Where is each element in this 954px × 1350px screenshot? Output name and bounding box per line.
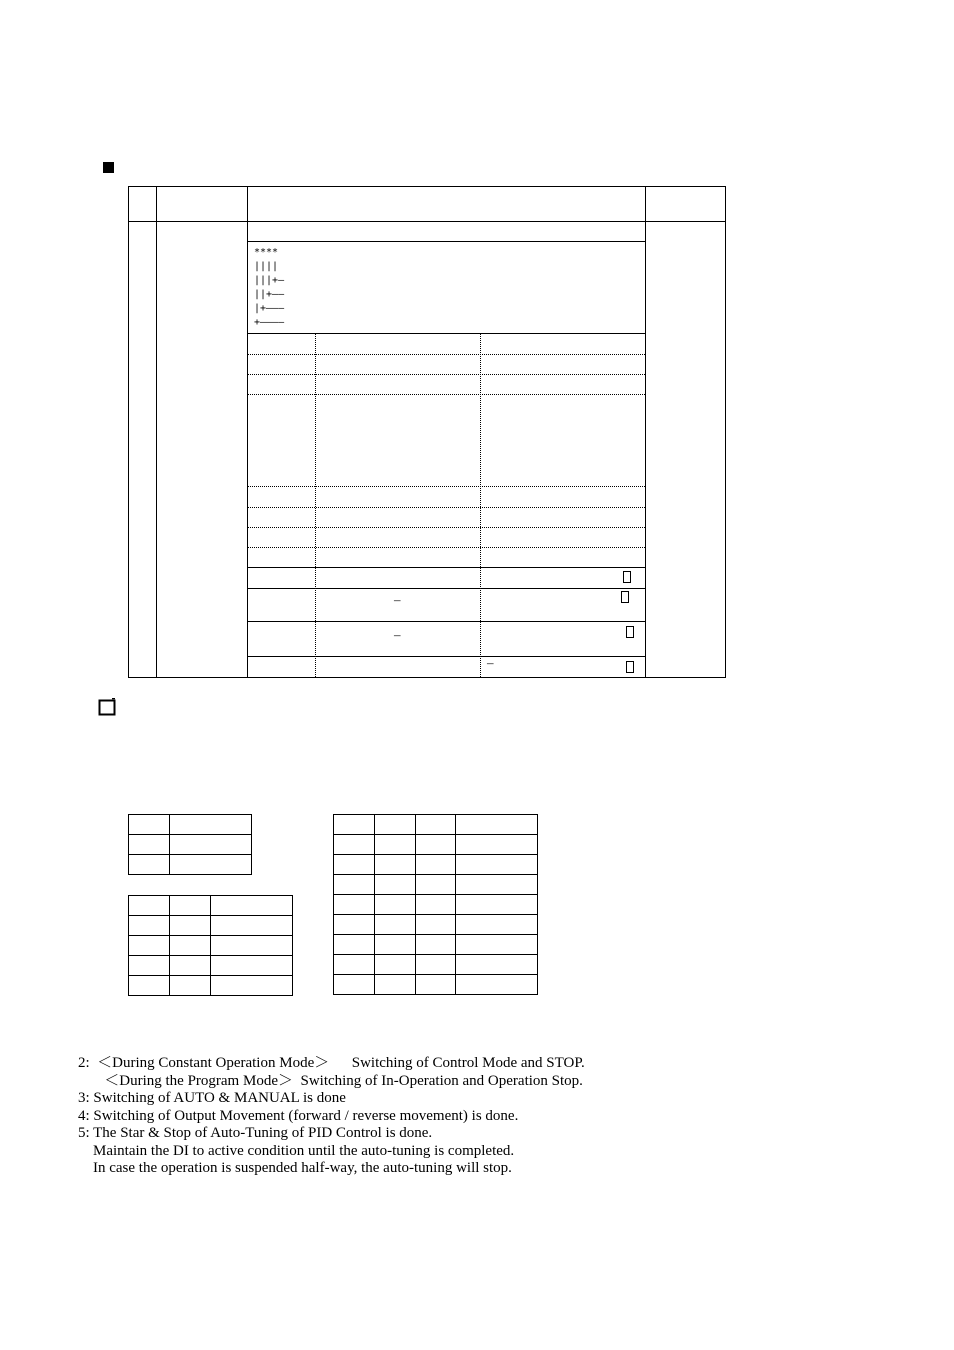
- code-line: +————: [254, 317, 285, 328]
- note-line: 3: Switching of AUTO & MANUAL is done: [78, 1090, 346, 1106]
- code-line: |||+—: [254, 275, 285, 286]
- table-c: [333, 814, 538, 995]
- dash-mark: –: [394, 592, 401, 607]
- code-line: |+———: [254, 303, 285, 314]
- code-line: ||+——: [254, 289, 285, 300]
- note-line: Maintain the DI to active condition until the auto-tuning is completed.: [78, 1143, 515, 1159]
- code-line: ****: [254, 247, 279, 258]
- section-bullet-icon: [103, 162, 114, 173]
- note-line: 4: Switching of Output Movement (forward / reverse movement) is done.: [78, 1108, 519, 1124]
- note-icon: [98, 698, 116, 716]
- checkbox-icon: [626, 626, 634, 638]
- note-line: In case the operation is suspended half-way, the auto-tuning will stop.: [78, 1160, 512, 1176]
- code-diagram: [254, 246, 284, 330]
- checkbox-icon: [621, 591, 629, 603]
- note-line: 5: The Star & Stop of Auto-Tuning of PID Control is done.: [78, 1125, 433, 1141]
- note-line: ＜During the Program Mode＞ Switching of In-Operation and Operation Stop.: [78, 1073, 583, 1089]
- checkbox-icon: [623, 571, 631, 583]
- dash-mark: –: [487, 655, 494, 670]
- dash-mark: –: [394, 627, 401, 642]
- table-b: [128, 895, 293, 996]
- code-line: ||||: [254, 261, 279, 272]
- checkbox-icon: [626, 661, 634, 673]
- note-line: 2: ＜During Constant Operation Mode＞ Switching of Control Mode and STOP.: [78, 1055, 585, 1071]
- table-a: [128, 814, 252, 875]
